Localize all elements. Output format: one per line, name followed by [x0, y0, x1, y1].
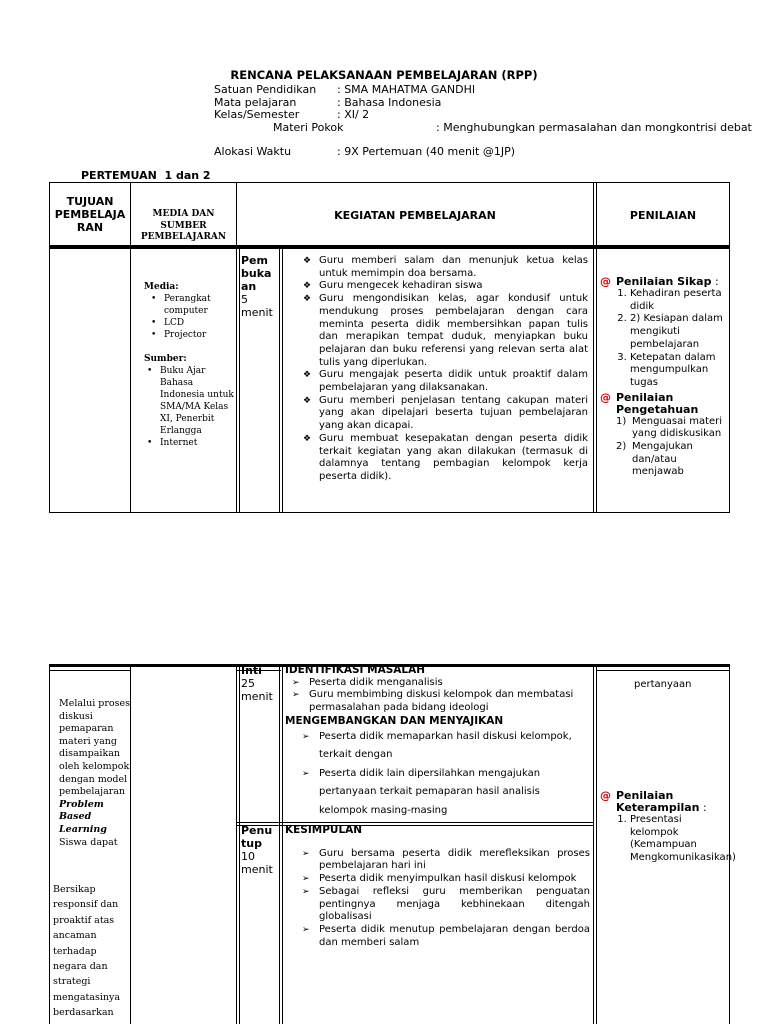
activity-item: ➢ Peserta didik lain dipersilahkan mengajukan pertanyaan terkait pemaparan hasil analisis kelompok masing-masing: [295, 765, 590, 821]
field-value-kelas: : XI/ 2: [337, 108, 370, 121]
penilaian-section-1: @ Penilaian Sikap : 1. Kehadiran peserta didik 2. 2) Kesiapan dalam mengikuti pembelajaran 3. Ketepatan dalam mengumpulkan tugas @ Penilaian Pengetahuan 1) Menguasai materi yang didiskusikan 2) Mengajukan dan/atau menjawab: [600, 275, 728, 479]
penilaian-pengetahuan-label: Penilaian Pengetahuan: [616, 390, 699, 416]
sikap-item: 2. 2) Kesiapan dalam mengikuti pembelajaran: [630, 313, 728, 351]
media-item: • LCD: [146, 317, 234, 329]
activity-item: ➢ Peserta didik menganalisis: [285, 677, 590, 690]
mengembangkan-list: [295, 728, 590, 821]
activity-item: ➢ Peserta didik menyimpulkan hasil diskusi kelompok: [295, 873, 590, 886]
activity-item: ❖ Guru mengondisikan kelas, agar kondusif untuk mendukung proses pembelajaran dengan cara meminta peserta didik membersihkan papan tulis dan merapikan tempat duduk, menyiapkan buku pelajaran dan buku referensi yang relevan serta alat tulis yang diperlukan.: [301, 293, 588, 369]
field-label-alokasi: Alokasi Waktu: [214, 145, 292, 158]
sikap-list: [600, 288, 728, 390]
activity-item: ❖ Guru mengecek kehadiran siswa: [301, 280, 588, 293]
activity-item: ❖ Guru mengajak peserta didik untuk proaktif dalam pembelajaran yang dilaksanakan.: [301, 369, 588, 394]
pengetahuan-item: 2) Mengajukan dan/atau menjawab: [616, 441, 693, 478]
phase-inti: Inti 25 menit: [241, 664, 273, 703]
header-kegiatan: KEGIATAN PEMBELAJARAN: [334, 209, 496, 222]
kesimpulan-title: KESIMPULAN: [285, 824, 363, 836]
phase-penutup: Penu tup 10 menit: [241, 824, 273, 876]
pembukaan-activities: [301, 255, 588, 484]
sikap-item: 1. Kehadiran peserta didik: [630, 288, 728, 313]
field-label-kelas: Kelas/Semester: [214, 108, 300, 121]
tujuan-text-2: Bersikap responsif dan proaktif atas ancaman terhadap negara dan strategi mengatasinya berdasarkan: [53, 884, 121, 1019]
media-section: [144, 281, 234, 449]
sikap-item: 3. Ketepatan dalam mengumpulkan tugas: [630, 352, 728, 390]
pengetahuan-item: 1) Menguasai materi yang didiskusikan: [616, 415, 723, 440]
activity-item: ➢ Guru bersama peserta didik merefleksikan proses pembelajaran hari ini: [295, 848, 590, 873]
field-value-materi: : Menghubungkan permasalahan dan mongkontrisi debat: [436, 121, 752, 134]
header-penilaian: PENILAIAN: [629, 209, 697, 222]
at-sign-icon: @: [600, 275, 611, 288]
header-media: MEDIA DAN SUMBER PEMBELAJARAN: [140, 209, 227, 242]
pengetahuan-list: [600, 416, 728, 480]
penilaian-keterampilan-label: Penilaian Keterampilan: [616, 789, 700, 814]
identifikasi-title: IDENTIFIKASI MASALAH: [285, 664, 425, 676]
field-value-alokasi: : 9X Pertemuan (40 menit @1JP): [337, 145, 516, 158]
field-value-mapel: : Bahasa Indonesia: [337, 96, 442, 109]
activity-item: ➢ Peserta didik memaparkan hasil diskusi kelompok, terkait dengan: [295, 728, 590, 765]
at-sign-icon: @: [600, 789, 611, 802]
activity-item: ➢ Peserta didik menutup pembelajaran dengan berdoa dan memberi salam: [295, 924, 590, 949]
penilaian-sikap-label: Penilaian Sikap: [616, 275, 712, 288]
phase-pembukaan: Pem buka an 5 menit: [241, 254, 273, 319]
header-tujuan: TUJUAN PEMBELAJA RAN: [54, 195, 126, 234]
tujuan-text-1: Melalui proses diskusi pemaparan materi yang disampaikan oleh kelompok dengan model pembelajaran Problem Based Learning Siswa dapat: [59, 698, 130, 848]
penutup-content: [285, 824, 590, 949]
pertanyaan-continuation: pertanyaan: [634, 679, 692, 690]
activity-item: ❖ Guru membuat kesepakatan dengan peserta didik terkait kegiatan yang akan dilakukan (termasuk di dalamnya tentang pembagian kelompok kerja peserta didik).: [301, 433, 588, 484]
activity-item: ➢ Sebagai refleksi guru memberikan penguatan pentingnya menjaga kebhinekaan ditengah globalisasi: [295, 886, 590, 924]
sumber-item: • Buku Ajar Bahasa Indonesia untuk SMA/MA Kelas XI, Penerbit Erlangga: [142, 365, 234, 437]
media-label: Media:: [144, 282, 179, 292]
sumber-label: Sumber:: [144, 354, 187, 364]
media-item: • Projector: [146, 329, 234, 341]
field-value-satuan: : SMA MAHATMA GANDHI: [337, 83, 476, 96]
model-name: Problem Based Learning: [59, 798, 107, 835]
media-item: • Perangkat computer: [146, 293, 234, 317]
identifikasi-list: [285, 677, 590, 715]
inti-content: [285, 664, 590, 820]
kesimpulan-list: [295, 848, 590, 950]
field-label-materi: Materi Pokok: [273, 121, 344, 134]
mengembangkan-title: MENGEMBANGKAN DAN MENYAJIKAN: [285, 714, 504, 727]
activity-item: ➢ Guru membimbing diskusi kelompok dan membatasi permasalahan pada bidang ideologi: [285, 689, 590, 714]
keterampilan-list: [600, 814, 736, 865]
activity-item: ❖ Guru memberi penjelasan tentang cakupan materi yang akan dipelajari beserta tujuan pembelajaran yang akan dicapai.: [301, 395, 588, 433]
field-label-mapel: Mata pelajaran: [214, 96, 297, 109]
at-sign-icon: @: [600, 390, 611, 404]
activity-item: ❖ Guru memberi salam dan menunjuk ketua kelas untuk memimpin doa bersama.: [301, 255, 588, 280]
pertemuan-label: PERTEMUAN 1 dan 2: [81, 169, 211, 182]
document-title: RENCANA PELAKSANAAN PEMBELAJARAN (RPP): [230, 68, 538, 82]
field-label-satuan: Satuan Pendidikan: [214, 83, 317, 96]
keterampilan-item: 1. Presentasi kelompok (Kemampuan Mengkomunikasikan): [630, 814, 728, 865]
penilaian-section-2: @ Penilaian Keterampilan : 1. Presentasi kelompok (Kemampuan Mengkomunikasikan): [600, 790, 728, 865]
sumber-item: • Internet: [142, 437, 234, 449]
